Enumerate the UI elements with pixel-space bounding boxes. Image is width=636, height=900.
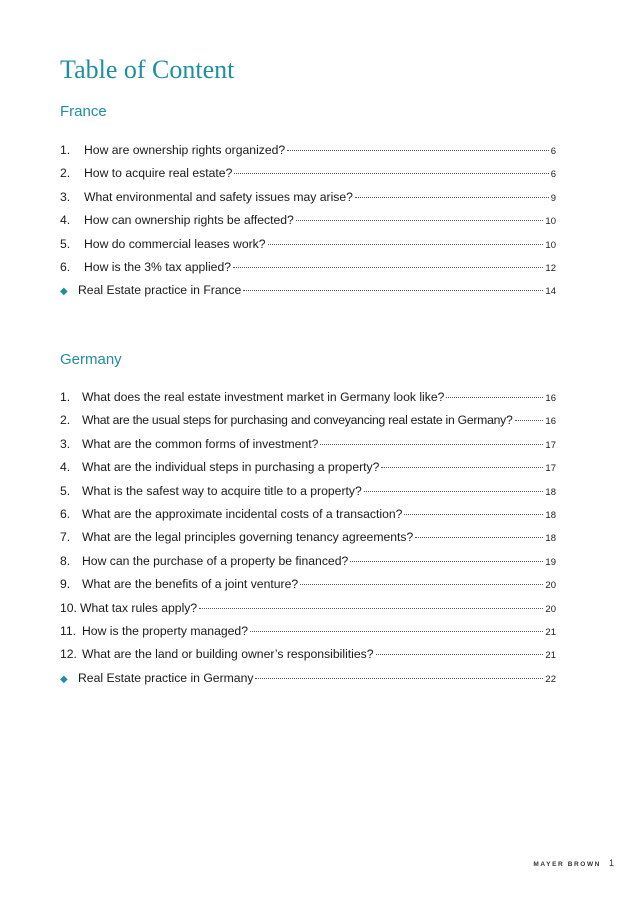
dot-leader xyxy=(355,197,549,198)
toc-item-number: 9. xyxy=(60,577,71,592)
toc-item-page: 22 xyxy=(545,673,556,685)
toc-item-title: How is the property managed? xyxy=(82,623,248,638)
page-footer xyxy=(533,858,614,868)
toc-item-title: Real Estate practice in Germany xyxy=(78,670,254,685)
toc-item-number: 2. xyxy=(60,413,71,428)
toc-item-title: What are the common forms of investment? xyxy=(82,436,319,451)
toc-item[interactable] xyxy=(60,256,556,279)
toc-item-number: 1. xyxy=(60,390,71,404)
toc-item[interactable] xyxy=(60,620,556,643)
toc-item-page: 18 xyxy=(545,486,556,498)
toc-item-title: What environmental and safety issues may arise? xyxy=(84,189,353,204)
dot-leader xyxy=(350,561,543,562)
toc-item-page: 12 xyxy=(545,262,556,274)
dot-leader xyxy=(376,654,544,655)
toc-item-number: 1. xyxy=(60,143,71,157)
toc-item[interactable] xyxy=(60,456,556,479)
toc-item-page: 17 xyxy=(545,463,556,475)
toc-item-page: 16 xyxy=(545,416,556,428)
toc-item-title: How can the purchase of a property be financed? xyxy=(82,553,349,568)
section-heading-france: France xyxy=(60,103,107,120)
toc-item[interactable] xyxy=(60,597,556,620)
toc-item-number: 11. xyxy=(60,623,77,638)
toc-item[interactable] xyxy=(60,139,556,162)
toc-item-page: 18 xyxy=(545,533,556,545)
toc-item[interactable] xyxy=(60,409,556,432)
page-title: Table of Content xyxy=(60,55,235,84)
toc-item-title: How are ownership rights organized? xyxy=(84,143,286,157)
toc-item-title: How do commercial leases work? xyxy=(84,236,266,251)
toc-item[interactable] xyxy=(60,433,556,456)
toc-item-number: 5. xyxy=(60,483,71,498)
toc-item-title: What does the real estate investment market in Germany look like? xyxy=(82,390,445,404)
toc-item[interactable] xyxy=(60,503,556,526)
toc-item-title: What are the benefits of a joint venture? xyxy=(82,577,299,592)
toc-item-title: How to acquire real estate? xyxy=(84,166,233,181)
toc-item-title: What tax rules apply? xyxy=(79,600,198,615)
toc-item-number: 12. xyxy=(60,647,77,662)
toc-item-number: 4. xyxy=(60,213,71,228)
toc-item[interactable] xyxy=(60,233,556,256)
toc-item[interactable] xyxy=(60,526,556,549)
diamond-bullet-icon: ◆ xyxy=(60,286,68,298)
toc-item[interactable] xyxy=(60,573,556,596)
toc-item[interactable] xyxy=(60,162,556,185)
dot-leader xyxy=(287,150,549,151)
toc-item[interactable] xyxy=(60,550,556,573)
dot-leader xyxy=(300,584,543,585)
toc-item[interactable] xyxy=(60,186,556,209)
toc-list-france xyxy=(60,139,556,303)
toc-item-page: 9 xyxy=(550,192,556,204)
toc-item-title: What are the individual steps in purchasing a property? xyxy=(82,460,380,475)
toc-item[interactable] xyxy=(60,209,556,232)
dot-leader xyxy=(233,267,543,268)
toc-list-germany xyxy=(60,386,556,690)
toc-item-title: What are the legal principles governing tenancy agreements? xyxy=(82,530,414,545)
dot-leader xyxy=(255,678,543,679)
toc-item-title: What are the approximate incidental costs of a transaction? xyxy=(82,506,403,521)
dot-leader xyxy=(415,537,543,538)
toc-item-number: 6. xyxy=(60,259,71,274)
toc-item-page: 20 xyxy=(545,603,556,615)
diamond-bullet-icon: ◆ xyxy=(60,673,68,685)
toc-item-page: 21 xyxy=(545,650,556,662)
toc-item-number: 5. xyxy=(60,236,71,251)
dot-leader xyxy=(320,444,543,445)
dot-leader xyxy=(404,514,543,515)
dot-leader xyxy=(364,491,544,492)
toc-item-title: What is the safest way to acquire title to a property? xyxy=(82,483,362,498)
toc-item-number: 7. xyxy=(60,530,71,545)
toc-item[interactable] xyxy=(60,643,556,666)
dot-leader xyxy=(381,467,543,468)
toc-item-number: 3. xyxy=(60,436,71,451)
toc-item[interactable] xyxy=(60,386,556,409)
dot-leader xyxy=(199,608,543,609)
toc-item-page: 19 xyxy=(545,556,556,568)
toc-item-number: 2. xyxy=(60,166,71,181)
toc-item[interactable] xyxy=(60,480,556,503)
toc-item-page: 17 xyxy=(545,439,556,451)
toc-item-number: 4. xyxy=(60,460,71,475)
toc-item-title: Real Estate practice in France xyxy=(78,283,242,298)
toc-item-number: 10. xyxy=(60,600,77,615)
toc-item-number: 6. xyxy=(60,506,71,521)
toc-item-page: 16 xyxy=(545,393,556,404)
toc-item-title: What are the land or building owner’s responsibilities? xyxy=(82,647,374,662)
toc-item-page: 10 xyxy=(545,239,556,251)
dot-leader xyxy=(446,397,543,398)
dot-leader xyxy=(268,244,544,245)
toc-item-page: 10 xyxy=(545,216,556,228)
toc-item-title: How can ownership rights be affected? xyxy=(84,213,294,228)
toc-item[interactable] xyxy=(60,279,556,302)
page-number: 1 xyxy=(608,858,614,868)
toc-item-title: How is the 3% tax applied? xyxy=(84,259,232,274)
dot-leader xyxy=(296,220,544,221)
toc-item-number: 8. xyxy=(60,553,71,568)
section-heading-germany: Germany xyxy=(60,351,122,368)
dot-leader xyxy=(515,420,544,421)
toc-item-page: 18 xyxy=(545,509,556,521)
toc-item-number: 3. xyxy=(60,189,71,204)
toc-item-page: 20 xyxy=(545,580,556,592)
toc-item-page: 14 xyxy=(545,286,556,298)
dot-leader xyxy=(250,631,543,632)
dot-leader xyxy=(243,290,543,291)
dot-leader xyxy=(234,173,548,174)
toc-item-title: What are the usual steps for purchasing and conveyancing real estate in Germany? xyxy=(82,413,513,428)
toc-item-page: 21 xyxy=(545,626,556,638)
toc-item-page: 6 xyxy=(550,146,556,157)
toc-item-page: 6 xyxy=(550,169,556,181)
toc-item[interactable] xyxy=(60,667,556,690)
brand-name: MAYER BROWN xyxy=(533,861,601,868)
